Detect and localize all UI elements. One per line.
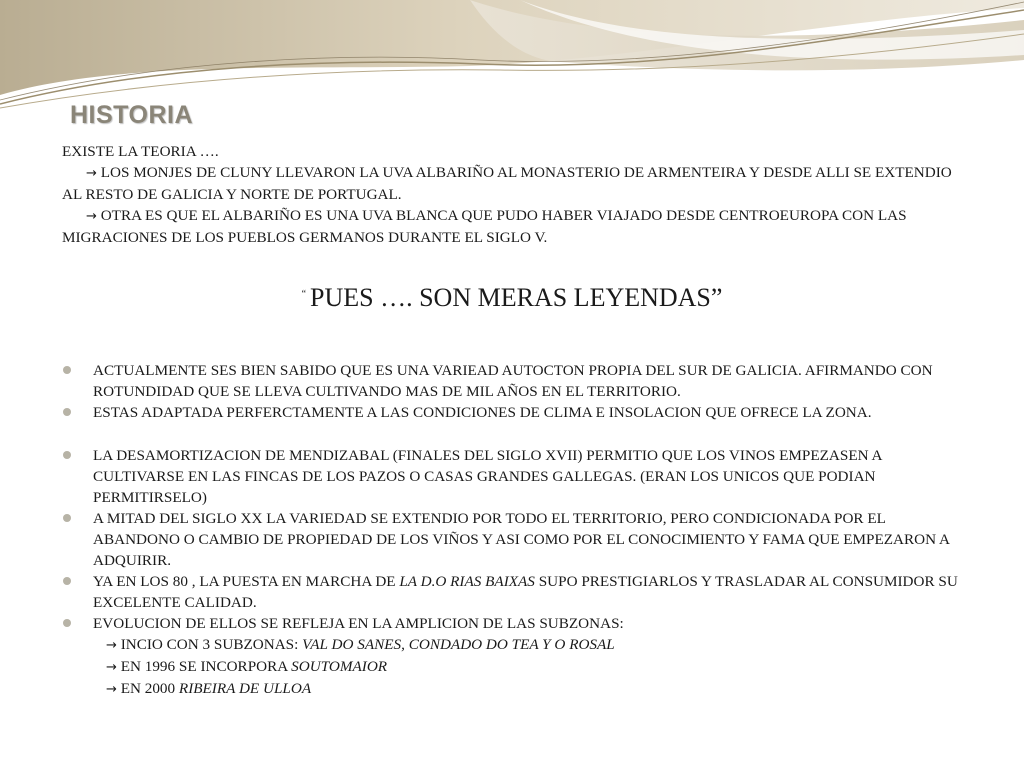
bullet-item — [62, 571, 972, 613]
arrow-right-icon: → — [86, 166, 97, 181]
subzone-names: VAL DO SANES, CONDADO DO TEA Y O ROSAL — [302, 636, 615, 653]
subzone-item — [62, 656, 972, 678]
spacer — [62, 423, 972, 445]
subzone-names: SOUTOMAIOR — [291, 658, 388, 675]
bullet-item: ESTAS ADAPTADA PERFERCTAMENTE A LAS CONDICIONES DE CLIMA E INSOLACION QUE OFRECE LA ZONA. — [62, 402, 972, 423]
quote-text: PUES …. SON MERAS LEYENDAS” — [310, 283, 723, 312]
bullet-text: YA EN LOS 80 , LA PUESTA EN MARCHA DE — [93, 573, 400, 590]
arrow-right-icon: → — [106, 660, 117, 675]
bullet-list — [62, 360, 972, 700]
subzone-item — [62, 634, 972, 656]
bullet-item: ACTUALMENTE SES BIEN SABIDO QUE ES UNA VARIEAD AUTOCTON PROPIA DEL SUR DE GALICIA. AFIRMANDO CON ROTUNDIDAD QUE SE LLEVA CULTIVANDO MAS DE MIL AÑOS EN EL TERRITORIO. — [62, 360, 972, 402]
arrow-right-icon: → — [86, 209, 97, 224]
intro-heading: EXISTE LA TEORIA …. — [62, 143, 219, 160]
subzone-names: RIBEIRA DE ULLOA — [178, 680, 312, 697]
theory-2 — [62, 205, 967, 248]
arrow-right-icon: → — [106, 638, 117, 653]
bullet-item: LA DESAMORTIZACION DE MENDIZABAL (FINALES DEL SIGLO XVII) PERMITIO QUE LOS VINOS EMPEZASEN A CULTIVARSE EN LAS FINCAS DE LOS PAZOS O CASAS GRANDES GALLEGAS. (ERAN LOS UNICOS QUE PODIAN PERMITIRSELO) — [62, 445, 972, 508]
bullet-text: SUPO PRESTIGIARLOS Y TRASLADAR AL CONSUMIDOR SU EXCELENTE CALIDAD. — [93, 573, 958, 611]
subzone-text: EN 1996 SE INCORPORA — [120, 658, 292, 675]
slide-title: HISTORIA — [70, 101, 193, 129]
subzone-item — [62, 678, 972, 700]
do-rias-baixas: LA D.O RIAS BAIXAS — [399, 573, 535, 590]
theory-1-text: LOS MONJES DE CLUNY LLEVARON LA UVA ALBARIÑO AL MONASTERIO DE ARMENTEIRA Y DESDE ALLI SE EXTENDIO AL RESTO DE GALICIA Y NORTE DE PORTUGAL. — [62, 164, 952, 203]
theory-1 — [62, 162, 967, 205]
bullet-item: A MITAD DEL SIGLO XX LA VARIEDAD SE EXTENDIO POR TODO EL TERRITORIO, PERO CONDICIONADA POR EL ABANDONO O CAMBIO DE PROPIEDAD DE LOS VIÑOS Y ASI COMO POR EL CONOCIMIENTO Y FAMA QUE EMPEZARON A ADQUIRIR. — [62, 508, 972, 571]
subzone-text: EN 2000 — [120, 680, 179, 697]
quote-open-mark: “ — [301, 289, 307, 300]
bullet-item: EVOLUCION DE ELLOS SE REFLEJA EN LA AMPLICION DE LAS SUBZONAS: — [62, 613, 972, 634]
theory-2-text: OTRA ES QUE EL ALBARIÑO ES UNA UVA BLANCA QUE PUDO HABER VIAJADO DESDE CENTROEUROPA CON LAS MIGRACIONES DE LOS PUEBLOS GERMANOS DURANTE EL SIGLO V. — [62, 207, 907, 246]
intro-block — [62, 141, 967, 248]
arrow-right-icon: → — [106, 682, 117, 697]
quote — [0, 283, 1024, 313]
subzone-text: INCIO CON 3 SUBZONAS: — [120, 636, 303, 653]
